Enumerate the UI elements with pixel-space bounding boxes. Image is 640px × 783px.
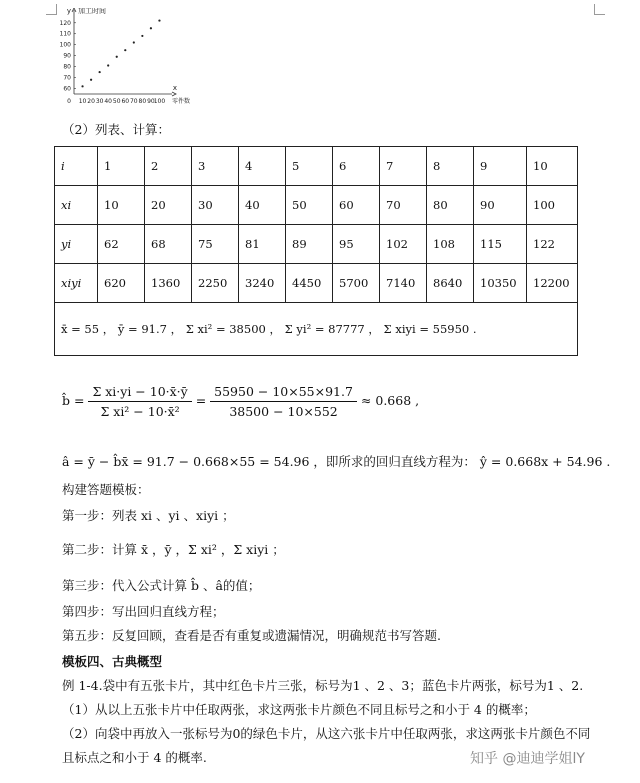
table-cell: 40: [239, 186, 286, 225]
section-title: 模板四、古典概型: [62, 654, 163, 669]
formula-a: â = ȳ − b̂x̄ = 91.7 − 0.668×55 = 54.96 ，即所求的回归直线方程为： ŷ = 0.668x + 54.96 .: [62, 454, 611, 469]
example-part-1: （1）从以上五张卡片中任取两张，求这两张卡片颜色不同且标号之和小于 4 的概率；: [62, 702, 536, 717]
table-cell: 5: [286, 147, 333, 186]
b-fraction-values: [210, 384, 357, 419]
step-4: 第四步：写出回归直线方程；: [62, 604, 225, 619]
table-cell: 100: [527, 186, 578, 225]
example-part-2-cont: 且标点之和小于 4 的概率.: [62, 750, 207, 765]
x-tick-label: 10: [78, 98, 87, 105]
table-cell: 10: [527, 147, 578, 186]
x-axis-arrow: [172, 92, 176, 96]
x-tick-label: 50: [112, 98, 121, 105]
table-cell: 1360: [145, 264, 192, 303]
b-numerator-values: 55950 − 10×55×91.7: [210, 384, 357, 402]
summary-cell: x̄ = 55 ， ȳ = 91.7 ， Σ xi² = 38500 ， Σ yi² = 87777 ， Σ xiyi = 55950 .: [55, 303, 578, 356]
template-title: 构建答题模板：: [62, 482, 150, 497]
b-hat-lhs: b̂ =: [62, 393, 85, 408]
b-result: ≈ 0.668 ,: [360, 393, 420, 408]
table-cell: 70: [380, 186, 427, 225]
table-cell: 3240: [239, 264, 286, 303]
table-cell: 81: [239, 225, 286, 264]
x-axis-label: 零件数: [172, 98, 191, 105]
table-cell: 2: [145, 147, 192, 186]
table-cell: 60: [333, 186, 380, 225]
x-axis-symbol: x: [172, 84, 178, 92]
table-cell: 4: [239, 147, 286, 186]
b-numerator-general: Σ xi·yi − 10·x̄·ȳ: [88, 384, 191, 402]
example-intro: 例 1-4.袋中有五张卡片，其中红色卡片三张，标号为1 、2 、3；蓝色卡片两张，标号为1 、2.: [62, 678, 584, 693]
table-cell: 89: [286, 225, 333, 264]
b-denominator-general: Σ xi² − 10·x̄²: [100, 404, 180, 419]
table-cell: 90: [474, 186, 527, 225]
table-cell: 7140: [380, 264, 427, 303]
data-point: [150, 27, 152, 29]
y-tick-label: 90: [63, 52, 71, 60]
scatter-chart: [56, 8, 206, 110]
y-axis-label: 加工时间: [78, 8, 106, 15]
table-cell: 10350: [474, 264, 527, 303]
y-tick-label: 100: [59, 41, 71, 49]
table-cell: 95: [333, 225, 380, 264]
page-corner-mark-right: [594, 4, 605, 15]
watermark: 知乎 @迪迪学姐lY: [470, 751, 585, 767]
table-row: [55, 264, 578, 303]
table-cell: 62: [98, 225, 145, 264]
table-cell: 12200: [527, 264, 578, 303]
y-tick-label: 80: [63, 63, 71, 71]
data-point: [99, 71, 101, 73]
table-cell: 2250: [192, 264, 239, 303]
x-tick-label: 40: [104, 98, 113, 105]
x-tick-label: 60: [121, 98, 130, 105]
data-point: [107, 64, 109, 66]
table-cell: 4450: [286, 264, 333, 303]
table-cell: 50: [286, 186, 333, 225]
step-heading: （2）列表、计算：: [62, 122, 170, 137]
table-cell: 122: [527, 225, 578, 264]
y-tick-label: 110: [59, 30, 71, 38]
table-cell: 80: [427, 186, 474, 225]
table-cell: 20: [145, 186, 192, 225]
y-axis-symbol: y: [66, 8, 72, 15]
table-cell: 10: [98, 186, 145, 225]
table-cell: 75: [192, 225, 239, 264]
table-cell: 102: [380, 225, 427, 264]
row-label: i: [55, 147, 98, 186]
data-point: [116, 56, 118, 58]
data-point: [141, 35, 143, 37]
x-tick-label: 100: [153, 98, 166, 105]
table-cell: 5700: [333, 264, 380, 303]
row-label: xiyi: [55, 264, 98, 303]
formula-b: b̂ = $\frac{\text{Σ xi·yi − 10·x̄·ȳ}}{\text{Σ xi² − 10·x̄²}}$ = $\frac{55950 - 10\times 55\times 91.7}{38500 - 10\times 552}$ ≈ 0.668 ,: [62, 384, 420, 419]
y-tick-label: 70: [63, 74, 71, 82]
table-cell: 30: [192, 186, 239, 225]
y-tick-label: 60: [63, 85, 71, 93]
data-point: [133, 41, 135, 43]
row-label: yi: [55, 225, 98, 264]
table-cell: 620: [98, 264, 145, 303]
table-cell: 3: [192, 147, 239, 186]
chart-ticks: [60, 8, 190, 105]
x-tick-label: 80: [138, 98, 147, 105]
table-cell: 8: [427, 147, 474, 186]
chart-points: [81, 19, 160, 87]
table-cell: 68: [145, 225, 192, 264]
chart-axes: [72, 8, 176, 96]
data-point: [158, 19, 160, 21]
table-row: [55, 186, 578, 225]
step-1: 第一步：列表 xi 、yi 、xiyi ；: [62, 508, 235, 523]
table-cell: 1: [98, 147, 145, 186]
x-tick-label: 70: [129, 98, 138, 105]
b-fraction-general: [88, 384, 191, 419]
y-tick-label: 120: [59, 19, 71, 27]
table-cell: 9: [474, 147, 527, 186]
x-tick-label: 30: [95, 98, 104, 105]
data-point: [81, 85, 83, 87]
table-row: [55, 225, 578, 264]
origin-label: 0: [67, 98, 71, 105]
step-2: 第二步：计算 x̄ ，ȳ ，Σ xi² ，Σ xiyi ；: [62, 542, 285, 557]
step-5: 第五步：反复回顾，查看是否有重复或遗漏情况，明确规范书写答题.: [62, 628, 441, 643]
table-cell: 115: [474, 225, 527, 264]
table-cell: 108: [427, 225, 474, 264]
data-point: [124, 49, 126, 51]
x-tick-label: 20: [87, 98, 95, 105]
table-cell: 7: [380, 147, 427, 186]
table-cell: 6: [333, 147, 380, 186]
summary-row: [55, 303, 578, 356]
x-tick-label: 90: [147, 98, 155, 105]
b-denominator-values: 38500 − 10×552: [229, 404, 338, 419]
example-part-2: （2）向袋中再放入一张标号为0的绿色卡片，从这六张卡片中任取两张，求这两张卡片颜色不同: [62, 726, 591, 741]
step-3: 第三步：代入公式计算 b̂ 、â的值；: [62, 578, 261, 593]
row-label: xi: [55, 186, 98, 225]
data-point: [90, 79, 92, 81]
table-cell: 8640: [427, 264, 474, 303]
data-table: [54, 146, 578, 356]
table-row: [55, 147, 578, 186]
